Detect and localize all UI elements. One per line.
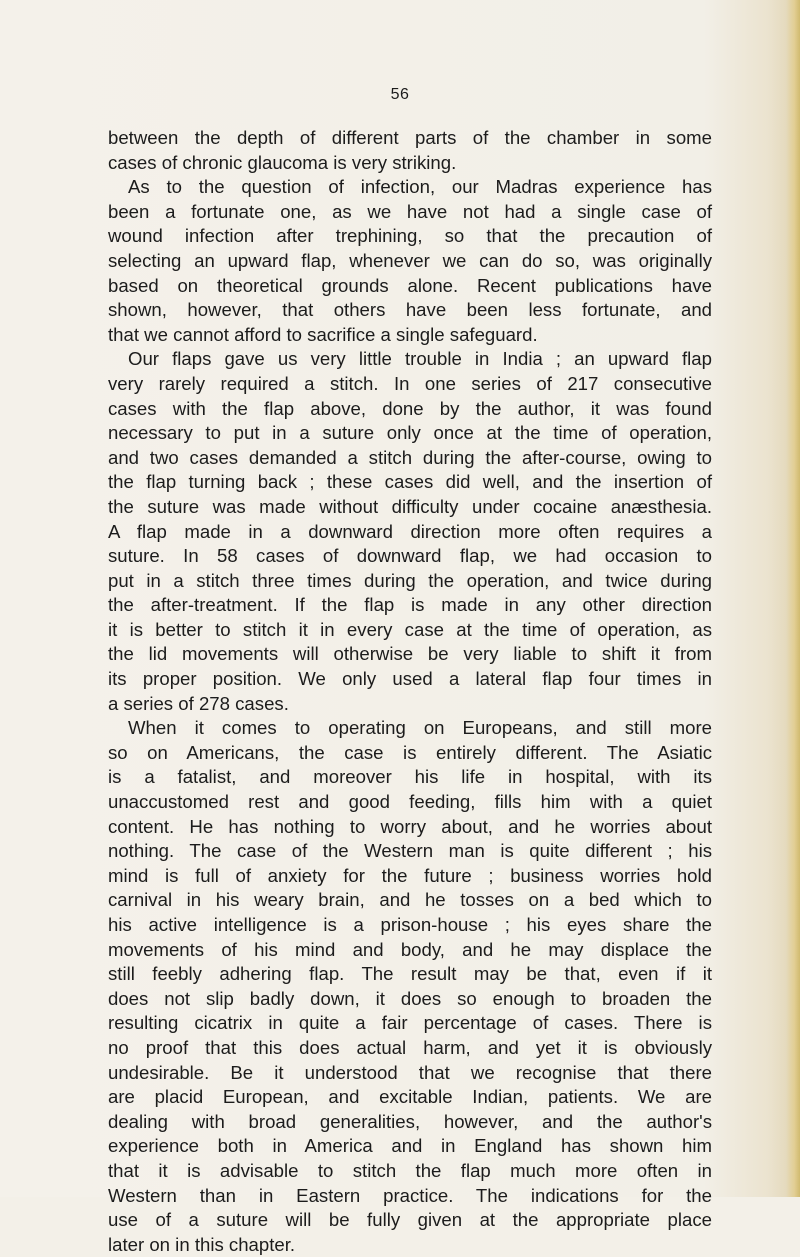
- text-line: As to the question of infection, our Madras experience has: [128, 176, 712, 198]
- text-line: his active intelligence is a prison-house ; his eyes share the: [108, 914, 712, 935]
- text-line: undesirable. Be it understood that we recognise that there: [108, 1061, 712, 1083]
- text-line: unaccustomed rest and good feeding, fills him with a quiet: [108, 791, 712, 813]
- text-line: been a fortunate one, as we have not had a single case of: [108, 200, 712, 222]
- text-line: mind is full of anxiety for the future ; business worries hold: [108, 864, 712, 886]
- text-line: that we cannot afford to sacrifice a single safeguard.: [108, 323, 538, 345]
- body-text: [108, 126, 712, 1257]
- text-line: nothing. The case of the Western man is quite different ; his: [108, 840, 712, 862]
- text-line: use of a suture will be fully given at the appropriate place: [108, 1209, 712, 1231]
- text-line: no proof that this does actual harm, and yet it is obviously: [108, 1036, 712, 1058]
- text-line: its proper position. We only used a lateral flap four times in: [108, 668, 712, 690]
- text-line: dealing with broad generalities, however, and the author's: [108, 1110, 712, 1132]
- text-line: a series of 278 cases.: [108, 692, 289, 714]
- text-line: Our flaps gave us very little trouble in India ; an upward flap: [128, 348, 712, 370]
- text-line: Western than in Eastern practice. The indications for the: [108, 1184, 712, 1206]
- text-line: does not slip badly down, it does so enough to broaden the: [108, 987, 712, 1009]
- text-line: between the depth of different parts of the chamber in some: [108, 127, 712, 148]
- text-line: content. He has nothing to worry about, and he worries about: [108, 815, 712, 837]
- text-line: the lid movements will otherwise be very liable to shift it from: [108, 643, 712, 665]
- text-line: carnival in his weary brain, and he tosses on a bed which to: [108, 889, 712, 911]
- text-line: movements of his mind and body, and he may displace the: [108, 938, 712, 960]
- text-line: that it is advisable to stitch the flap much more often in: [108, 1159, 712, 1181]
- page-number: 56: [390, 86, 410, 103]
- text-line: resulting cicatrix in quite a fair percentage of cases. There is: [108, 1012, 712, 1034]
- text-line: cases of chronic glaucoma is very striking.: [108, 151, 457, 173]
- text-line: A flap made in a downward direction more often requires a: [108, 520, 712, 542]
- text-line: shown, however, that others have been less fortunate, and: [108, 299, 712, 321]
- text-line: experience both in America and in England has shown him: [108, 1135, 712, 1157]
- text-line: wound infection after trephining, so that the precaution of: [108, 225, 712, 247]
- text-line: selecting an upward flap, whenever we can do so, was originally: [108, 249, 712, 271]
- text-line: the flap turning back ; these cases did well, and the insertion of: [108, 471, 712, 493]
- text-line: so on Americans, the case is entirely different. The Asiatic: [108, 741, 712, 763]
- text-line: suture. In 58 cases of downward flap, we had occasion to: [108, 545, 712, 567]
- text-line: still feebly adhering flap. The result may be that, even if it: [108, 963, 712, 985]
- text-line: later on in this chapter.: [108, 1233, 296, 1255]
- text-line: very rarely required a stitch. In one series of 217 consecutive: [108, 372, 712, 394]
- text-line: necessary to put in a suture only once at the time of operation,: [108, 422, 712, 444]
- text-line: it is better to stitch it in every case at the time of operation, as: [108, 618, 712, 640]
- text-line: cases with the flap above, done by the author, it was found: [108, 397, 712, 419]
- text-line: the after-treatment. If the flap is made in any other direction: [108, 594, 712, 616]
- text-line: based on theoretical grounds alone. Recent publications have: [108, 274, 712, 296]
- text-line: and two cases demanded a stitch during the after-course, owing to: [108, 446, 712, 468]
- text-line: is a fatalist, and moreover his life in hospital, with its: [108, 766, 712, 788]
- text-line: the suture was made without difficulty under cocaine anæsthesia.: [108, 495, 712, 517]
- text-line: are placid European, and excitable Indian, patients. We are: [108, 1086, 712, 1108]
- page-edge-discoloration: [786, 0, 800, 1197]
- text-line: When it comes to operating on Europeans, and still more: [128, 717, 712, 739]
- text-line: put in a stitch three times during the operation, and twice during: [108, 569, 712, 591]
